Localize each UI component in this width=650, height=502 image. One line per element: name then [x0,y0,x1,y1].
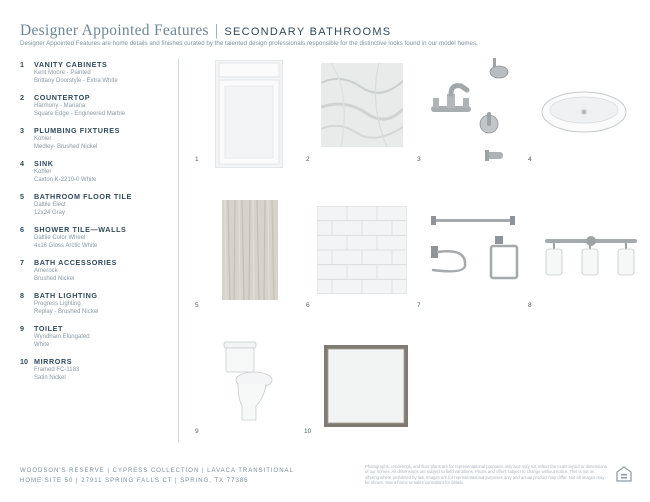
mirror-image [323,344,409,428]
marble-countertop-image [321,63,403,147]
feature-detail: Medley- Brushed Nickel [34,144,98,150]
photo-label: 1 [195,156,199,163]
feature-detail: 4x16 Gloss Arctic White [34,243,98,249]
feature-title: VANITY CABINETS [34,60,108,69]
feature-title: SINK [34,159,54,168]
vanity-cabinet-image [215,60,283,168]
feature-title: BATH ACCESSORIES [34,258,118,267]
feature-detail: Replay - Brushed Nickel [34,309,99,315]
feature-detail: 12x24 Gray [34,210,66,216]
footer-community: WOODSON'S RESERVE | CYPRESS COLLECTION | LAVACA TRANSITIONAL [20,468,294,474]
feature-detail: Kent Moore - Painted [34,70,91,76]
feature-detail: Daltile Color Wheel [34,235,86,241]
page-title-text: Designer Appointed Features [20,22,209,39]
feature-detail: Daltile Elect [34,202,66,208]
feature-title: SHOWER TILE—WALLS [34,225,127,234]
bath-lighting-image [543,236,639,280]
feature-detail: Caxton K-2210-0 White [34,177,97,183]
feature-number: 2 [20,93,24,102]
photo-label: 10 [304,428,312,435]
column-divider [178,58,179,442]
equal-housing-icon [616,466,632,482]
photo-label: 6 [306,302,310,309]
photo-label: 5 [195,302,199,309]
feature-detail: Square Edge - Engineered Marble [34,111,126,117]
photo-label: 2 [306,156,310,163]
feature-detail: Brushed Nickel [34,276,75,282]
photo-label: 9 [195,428,199,435]
feature-title: COUNTERTOP [34,93,91,102]
sink-image [540,90,628,134]
feature-detail: Harmony - Mariana [34,103,86,109]
photo-label: 7 [417,302,421,309]
plumbing-fixtures-image [427,58,515,166]
feature-detail: White [34,342,50,348]
page-subtitle: SECONDARY BATHROOMS [224,26,392,38]
feature-title: PLUMBING FIXTURES [34,126,121,135]
toilet-image [220,340,276,422]
feature-number: 8 [20,291,24,300]
feature-number: 10 [20,357,28,366]
footer-disclaimer: Photographs, renderings, and floor plans are for representational purposes only and may not reflect the exact layout or dimensions of our homes. All dimensions are subject to field variations. Prices and offers subject to change without notice. This is not an offering where prohibited by law. Images are for representational purposes only and actual product may differ. Not all images may be shown. See a home or sales consultant for details. [365,464,607,486]
feature-title: BATH LIGHTING [34,291,98,300]
feature-detail: Wyndham Elongated [34,334,90,340]
feature-title: MIRRORS [34,357,73,366]
feature-detail: Kohler [34,136,52,142]
feature-number: 9 [20,324,24,333]
floor-tile-image [222,200,278,300]
feature-number: 7 [20,258,24,267]
feature-detail: Satin Nickel [34,375,66,381]
shower-tile-image [317,206,407,294]
page-title [20,22,391,40]
feature-detail: Brittany Doorstyle - Extra White [34,78,118,84]
feature-detail: Progress Lighting [34,301,81,307]
title-separator: | [214,22,219,39]
photo-label: 8 [528,302,532,309]
feature-detail: Framed FC-1183 [34,367,80,373]
feature-number: 6 [20,225,24,234]
feature-title: TOILET [34,324,64,333]
page-description: Designer Appointed Features are home details and finishes curated by the talented design professionals responsible for the distinctive looks found in our model homes. [20,40,478,47]
feature-number: 1 [20,60,24,69]
footer-address: HOME SITE 50 | 27911 SPRING FALLS CT | SPRING, TX 77386 [20,478,249,484]
feature-title: BATHROOM FLOOR TILE [34,192,132,201]
feature-detail: Kohler [34,169,52,175]
photo-label: 4 [528,156,532,163]
feature-detail: Amerock [34,268,58,274]
feature-number: 3 [20,126,24,135]
photo-label: 3 [417,156,421,163]
feature-number: 5 [20,192,24,201]
feature-number: 4 [20,159,24,168]
bath-accessories-image [427,212,519,284]
